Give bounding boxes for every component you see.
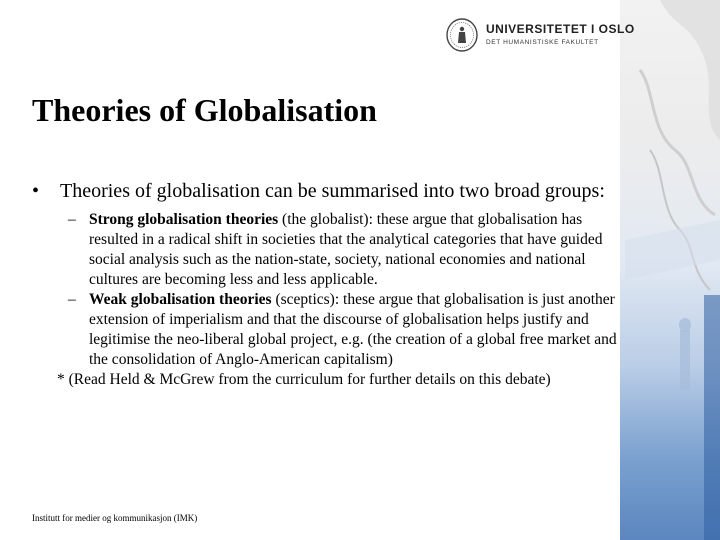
sub-bullet-strong-theories — [32, 210, 632, 290]
slide-body — [32, 180, 632, 390]
main-bullet-text: Theories of globalisation can be summarised into two broad groups: — [60, 180, 605, 202]
slide-title: Theories of Globalisation — [32, 92, 377, 128]
logo-subtitle: DET HUMANISTISKE FAKULTET — [486, 39, 599, 46]
sub-bullet-text: (the globalist): these argue that globalisation has resulted in a radical shift in societies that the analytical categories that have guided social analysis such as the nation-state, society, national economies and national cultures are becoming less and less applicable. — [89, 211, 603, 288]
bullet-mark: • — [32, 180, 40, 202]
sub-bullet-term: Weak globalisation theories — [89, 291, 272, 308]
sub-bullet-term: Strong globalisation theories — [89, 211, 279, 228]
sub-bullet-weak-theories — [32, 290, 632, 370]
logo-title: UNIVERSITETET I OSLO — [486, 22, 635, 36]
decorative-side-artwork — [620, 0, 720, 540]
university-seal-icon — [446, 18, 478, 52]
sub-bullet-dash: – — [68, 211, 76, 228]
footer-text: Institutt for medier og kommunikasjon (IMK) — [32, 513, 198, 523]
decorative-figure-artwork — [620, 0, 720, 540]
sub-bullet-dash: – — [68, 291, 76, 308]
sub-bullet-list — [32, 210, 632, 390]
university-logo — [446, 16, 636, 56]
sub-bullet-text: (sceptics): these argue that globalisation is just another extension of imperialism and that the discourse of globalisation helps justify and legitimise the neo-liberal global project, e.g. (the creation of a global free market and the consolidation of Anglo-American capitalism) — [89, 291, 617, 368]
reading-note: * (Read Held & McGrew from the curriculum for further details on this debate) — [57, 371, 551, 388]
main-bullet — [32, 180, 632, 202]
